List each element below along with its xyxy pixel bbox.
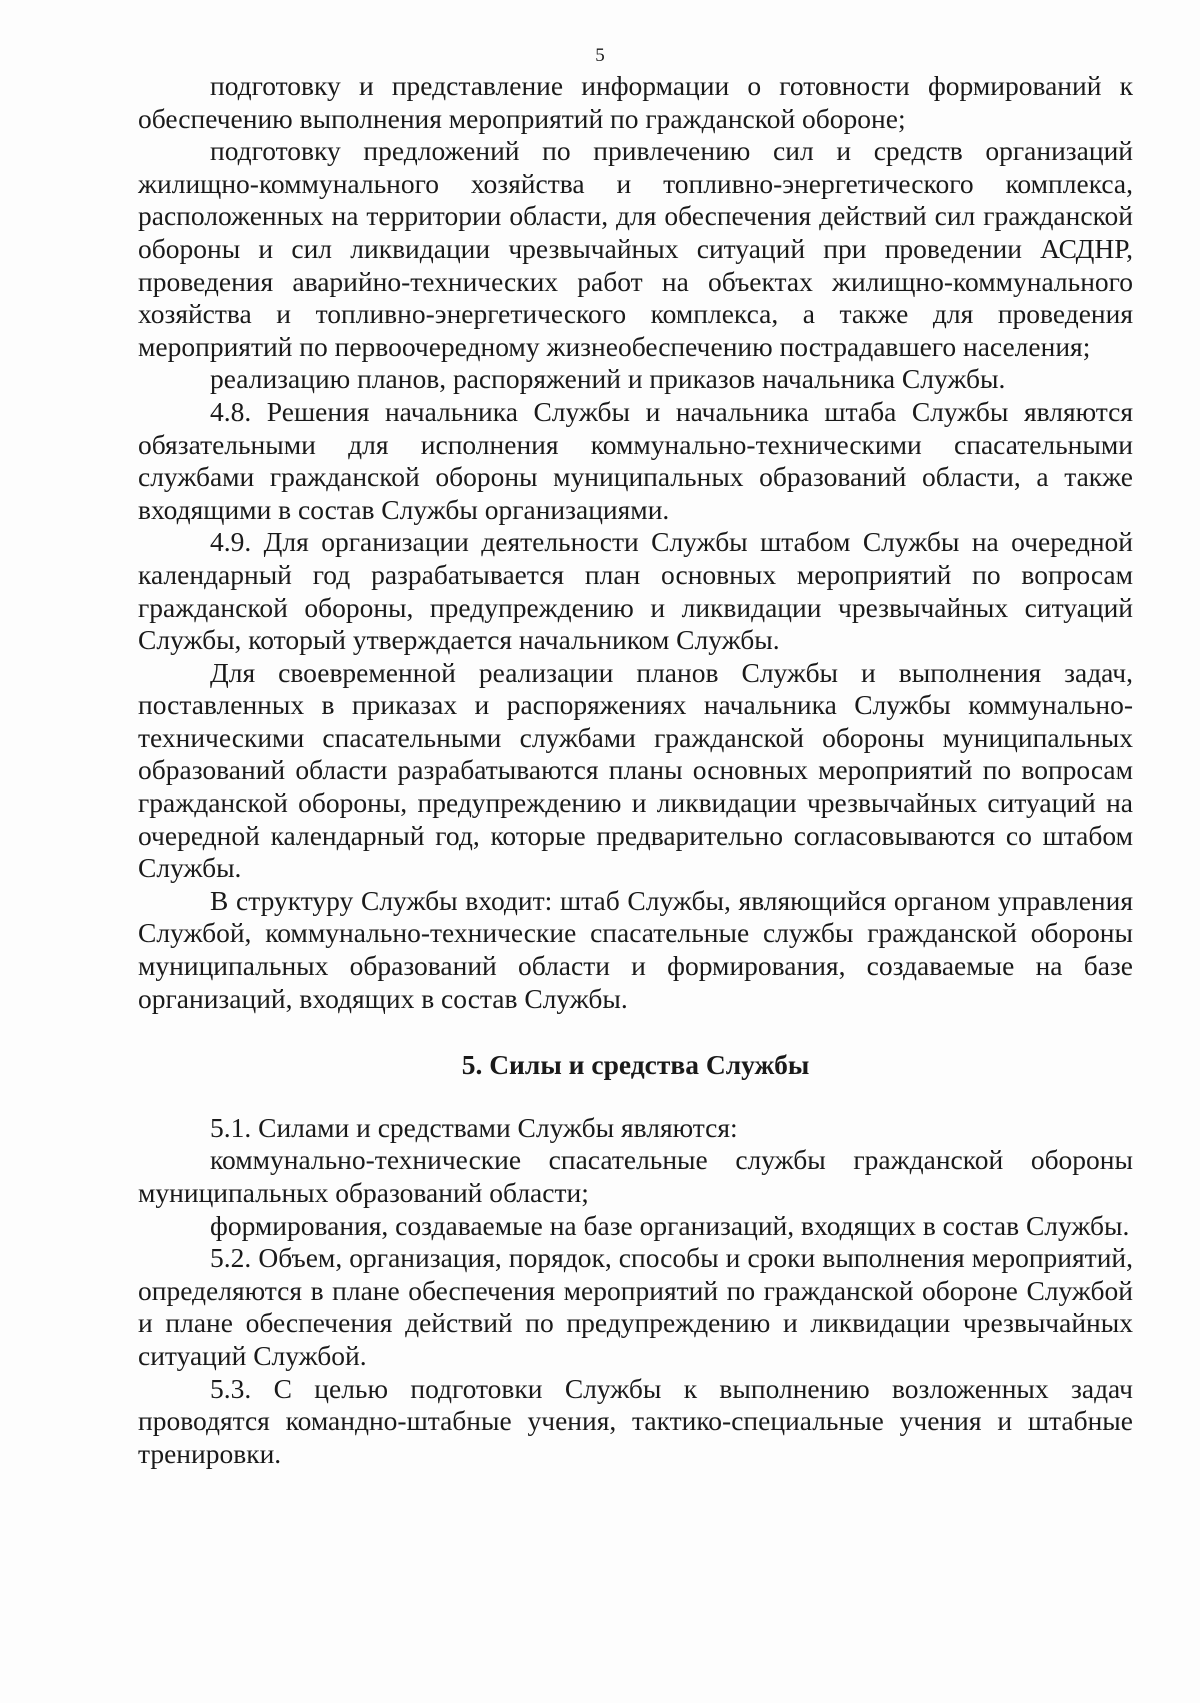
paragraph-5-2: 5.2. Объем, организация, порядок, способы и сроки выполнения мероприятий, определяются в плане обеспечения мероприятий по гражданской обороне Службой и плане обеспечения действий по предупреждению и ликвидации чрезвычайных ситуаций Службой. (138, 1242, 1133, 1371)
paragraph: коммунально-технические спасательные службы гражданской обороны муниципальных образований области; (138, 1144, 1133, 1208)
paragraph-5-1: 5.1. Силами и средствами Службы являются: (210, 1111, 738, 1143)
paragraph-4-8: 4.8. Решения начальника Службы и начальника штаба Службы являются обязательными для исполнения коммунально-техническими спасательными службами гражданской обороны муниципальных образований области, а также входящими в состав Службы организациями. (138, 395, 1133, 525)
paragraph: подготовку и представление информации о готовности формирований к обеспечению выполнения мероприятий по гражданской обороне; (138, 70, 1133, 134)
paragraph: формирования, создаваемые на базе организаций, входящих в состав Службы. (210, 1209, 1130, 1241)
page-number: 5 (595, 45, 605, 66)
paragraph: реализацию планов, распоряжений и приказов начальника Службы. (210, 363, 1006, 395)
section-heading: 5. Силы и средства Службы (461, 1049, 810, 1081)
paragraph: В структуру Службы входит: штаб Службы, являющийся органом управления Службой, коммунально-технические спасательные службы гражданской обороны муниципальных образований области и формирования, создаваемые на базе организаций, входящих в состав Службы. (138, 884, 1133, 1014)
paragraph: подготовку предложений по привлечению сил и средств организаций жилищно-коммунального хозяйства и топливно-энергетического комплекса, расположенных на территории области, для обеспечения действий сил гражданской обороны и сил ликвидации чрезвычайных ситуаций при проведении АСДНР, проведения аварийно-технических работ на объектах жилищно-коммунального хозяйства и топливно-энергетического комплекса, а также для проведения мероприятий по первоочередному жизнеобеспечению пострадавшего населения; (138, 135, 1133, 362)
paragraph-5-3: 5.3. С целью подготовки Службы к выполнению возложенных задач проводятся командно-штабные учения, тактико-специальные учения и штабные тренировки. (138, 1372, 1133, 1469)
paragraph: Для своевременной реализации планов Службы и выполнения задач, поставленных в приказах и распоряжениях начальника Службы коммунально-техническими спасательными службами гражданской обороны муниципальных образований области разрабатываются планы основных мероприятий по вопросам гражданской обороны, предупреждению и ликвидации чрезвычайных ситуаций на очередной календарный год, которые предварительно согласовываются со штабом Службы. (138, 656, 1133, 884)
paragraph-4-9: 4.9. Для организации деятельности Службы штабом Службы на очередной календарный год разрабатывается план основных мероприятий по вопросам гражданской обороны, предупреждению и ликвидации чрезвычайных ситуаций Службы, который утверждается начальником Службы. (138, 526, 1133, 656)
document-body (138, 70, 1133, 1470)
